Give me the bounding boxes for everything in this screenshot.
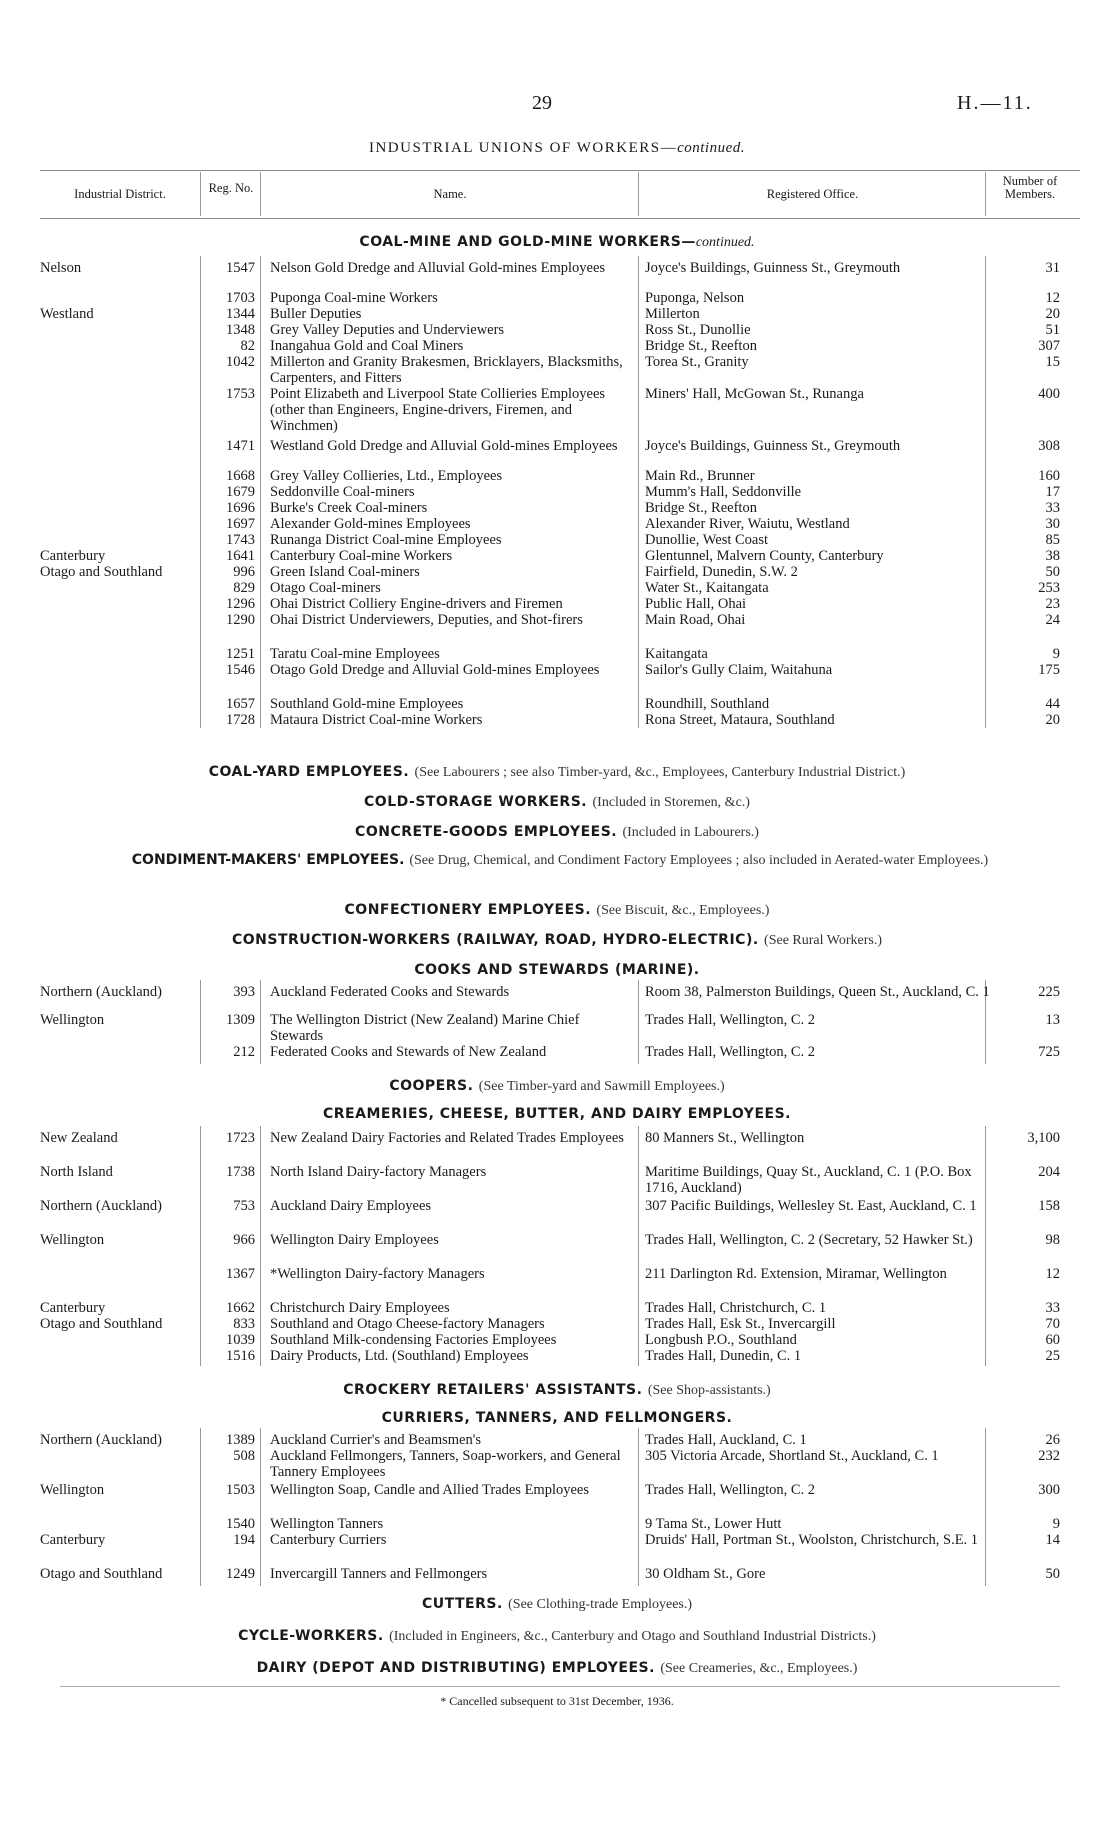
row-reg-no: 829 (233, 580, 255, 596)
col-divider (200, 980, 201, 1064)
row-office: Main Rd., Brunner (645, 468, 755, 484)
row-members: 9 (1052, 646, 1060, 662)
row-reg-no: 1540 (226, 1516, 255, 1532)
row-office: 307 Pacific Buildings, Wellesley St. East, Auckland, C. 1 (645, 1198, 977, 1214)
row-reg-no: 1546 (226, 662, 255, 678)
row-district: Canterbury (40, 548, 106, 564)
row-members: 85 (1045, 532, 1060, 548)
row-office: Bridge St., Reefton (645, 500, 757, 516)
section-cold-storage: COLD-STORAGE WORKERS. (Included in Storemen, &c.) (364, 794, 750, 810)
row-reg-no: 1743 (226, 532, 255, 548)
row-district: Nelson (40, 260, 82, 276)
row-reg-no: 996 (233, 564, 255, 580)
row-reg-no: 1657 (226, 696, 255, 712)
row-office: Trades Hall, Christchurch, C. 1 (645, 1300, 827, 1316)
row-reg-no: 1309 (226, 1012, 255, 1028)
section-coal-mine: COAL-MINE AND GOLD-MINE WORKERS—continued. (359, 234, 755, 250)
row-reg-no: 1389 (226, 1432, 255, 1448)
row-reg-no: 1703 (226, 290, 255, 306)
row-members: 70 (1045, 1316, 1060, 1332)
row-members: 308 (1038, 438, 1060, 454)
row-name: Auckland Currier's and Beamsmen's (270, 1432, 481, 1448)
row-members: 12 (1045, 290, 1060, 306)
row-office: Trades Hall, Wellington, C. 2 (645, 1012, 816, 1028)
row-reg-no: 1296 (226, 596, 255, 612)
section-dairy-depot: DAIRY (DEPOT AND DISTRIBUTING) EMPLOYEES. (See Creameries, &c., Employees.) (256, 1660, 858, 1676)
row-office: Roundhill, Southland (645, 696, 770, 712)
row-name: Auckland Federated Cooks and Stewards (270, 984, 510, 1000)
row-district: Northern (Auckland) (40, 1198, 162, 1214)
row-name: Canterbury Curriers (270, 1532, 387, 1548)
row-name: Wellington Tanners (270, 1516, 384, 1532)
row-reg-no: 1251 (226, 646, 255, 662)
row-members: 160 (1038, 468, 1060, 484)
row-reg-no: 1344 (226, 306, 255, 322)
row-reg-no: 1738 (226, 1164, 255, 1180)
row-office: 211 Darlington Rd. Extension, Miramar, Wellington (645, 1266, 947, 1282)
row-members: 30 (1045, 516, 1060, 532)
row-reg-no: 1662 (226, 1300, 255, 1316)
row-name: Christchurch Dairy Employees (270, 1300, 450, 1316)
row-name: Wellington Soap, Candle and Allied Trades Employees (270, 1482, 590, 1498)
row-members: 158 (1038, 1198, 1060, 1214)
row-members: 9 (1052, 1516, 1060, 1532)
row-office: Bridge St., Reefton (645, 338, 757, 354)
row-office: 80 Manners St., Wellington (645, 1130, 805, 1146)
row-name: Southland Gold-mine Employees (270, 696, 464, 712)
col-header-reg: Reg. No. (208, 181, 254, 195)
row-members: 31 (1045, 260, 1060, 276)
row-members: 23 (1045, 596, 1060, 612)
row-name: The Wellington District (New Zealand) Marine Chief Stewards (270, 1012, 580, 1044)
row-office: Joyce's Buildings, Guinness St., Greymouth (645, 260, 901, 276)
row-reg-no: 753 (233, 1198, 255, 1214)
row-name: New Zealand Dairy Factories and Related Trades Employees (270, 1130, 624, 1146)
row-members: 225 (1038, 984, 1060, 1000)
row-office: Water St., Kaitangata (645, 580, 769, 596)
row-members: 26 (1045, 1432, 1060, 1448)
row-name: Southland and Otago Cheese-factory Managers (270, 1316, 545, 1332)
row-office: Sailor's Gully Claim, Waitahuna (645, 662, 833, 678)
col-divider (260, 172, 261, 216)
row-name: Federated Cooks and Stewards of New Zealand (270, 1044, 547, 1060)
row-office: Longbush P.O., Southland (645, 1332, 797, 1348)
row-members: 400 (1038, 386, 1060, 402)
row-district: Otago and Southland (40, 1316, 163, 1332)
row-office: Glentunnel, Malvern County, Canterbury (645, 548, 884, 564)
row-reg-no: 1039 (226, 1332, 255, 1348)
row-district: Northern (Auckland) (40, 984, 162, 1000)
row-members: 3,100 (1027, 1130, 1060, 1146)
row-name: Mataura District Coal-mine Workers (270, 712, 483, 728)
row-district: North Island (40, 1164, 113, 1180)
row-name: Dairy Products, Ltd. (Southland) Employees (270, 1348, 529, 1364)
row-members: 50 (1045, 1566, 1060, 1582)
row-reg-no: 1697 (226, 516, 255, 532)
row-reg-no: 1471 (226, 438, 255, 454)
row-office: Torea St., Granity (645, 354, 749, 370)
row-name: Inangahua Gold and Coal Miners (270, 338, 464, 354)
row-office: 305 Victoria Arcade, Shortland St., Auckland, C. 1 (645, 1448, 939, 1464)
row-members: 20 (1045, 712, 1060, 728)
row-reg-no: 1679 (226, 484, 255, 500)
row-reg-no: 1696 (226, 500, 255, 516)
row-office: Room 38, Palmerston Buildings, Queen St., Auckland, C. 1 (645, 984, 990, 1000)
col-divider (638, 1428, 639, 1586)
row-office: Trades Hall, Wellington, C. 2 (645, 1044, 816, 1060)
col-divider (200, 172, 201, 216)
row-reg-no: 1367 (226, 1266, 255, 1282)
row-members: 725 (1038, 1044, 1060, 1060)
section-crockery: CROCKERY RETAILERS' ASSISTANTS. (See Shop-assistants.) (343, 1382, 771, 1398)
col-divider (638, 172, 639, 216)
row-reg-no: 1042 (226, 354, 255, 370)
row-reg-no: 1723 (226, 1130, 255, 1146)
row-office: Miners' Hall, McGowan St., Runanga (645, 386, 864, 402)
row-office: Trades Hall, Wellington, C. 2 (Secretary, 52 Hawker St.) (645, 1232, 973, 1248)
row-name: Ohai District Underviewers, Deputies, and Shot-firers (270, 612, 583, 628)
row-district: Wellington (40, 1232, 105, 1248)
report-reference: H.—11. (957, 92, 1033, 114)
row-office: Trades Hall, Wellington, C. 2 (645, 1482, 816, 1498)
row-office: Main Road, Ohai (645, 612, 746, 628)
row-reg-no: 1728 (226, 712, 255, 728)
row-name: Southland Milk-condensing Factories Employees (270, 1332, 557, 1348)
footer-rule (60, 1686, 1060, 1687)
section-coopers: COOPERS. (See Timber-yard and Sawmill Employees.) (389, 1078, 725, 1094)
col-divider (260, 256, 261, 728)
section-concrete-goods: CONCRETE-GOODS EMPLOYEES. (Included in Labourers.) (355, 824, 759, 840)
row-name: Grey Valley Collieries, Ltd., Employees (270, 468, 503, 484)
row-name: Runanga District Coal-mine Employees (270, 532, 502, 548)
row-office: Trades Hall, Auckland, C. 1 (645, 1432, 807, 1448)
row-name: Burke's Creek Coal-miners (270, 500, 428, 516)
col-divider (985, 172, 986, 216)
row-office: Millerton (645, 306, 700, 322)
row-members: 12 (1045, 1266, 1060, 1282)
section-curriers: CURRIERS, TANNERS, AND FELLMONGERS. (381, 1410, 733, 1426)
row-district: Canterbury (40, 1300, 106, 1316)
row-name: Ohai District Colliery Engine-drivers and Firemen (270, 596, 563, 612)
row-district: Wellington (40, 1012, 105, 1028)
section-cycle-workers: CYCLE-WORKERS. (Included in Engineers, &c., Canterbury and Otago and Southland Industrial Districts.) (238, 1628, 876, 1644)
section-construction: CONSTRUCTION-WORKERS (RAILWAY, ROAD, HYDRO-ELECTRIC). (See Rural Workers.) (231, 932, 883, 948)
section-coal-yard: COAL-YARD EMPLOYEES. (See Labourers ; see also Timber-yard, &c., Employees, Canterbury Industrial District.) (208, 764, 906, 780)
row-members: 50 (1045, 564, 1060, 580)
row-office: Mumm's Hall, Seddonville (645, 484, 802, 500)
row-name: Puponga Coal-mine Workers (270, 290, 438, 306)
row-members: 307 (1038, 338, 1060, 354)
row-reg-no: 1348 (226, 322, 255, 338)
row-name: Grey Valley Deputies and Underviewers (270, 322, 505, 338)
row-office: Fairfield, Dunedin, S.W. 2 (645, 564, 798, 580)
row-reg-no: 1668 (226, 468, 255, 484)
row-members: 204 (1038, 1164, 1060, 1180)
row-members: 253 (1038, 580, 1060, 596)
col-divider (200, 1428, 201, 1586)
col-header-district: Industrial District. (74, 187, 166, 201)
row-office: 30 Oldham St., Gore (645, 1566, 766, 1582)
row-reg-no: 1753 (226, 386, 255, 402)
header-top-rule (40, 170, 1080, 171)
row-name: Invercargill Tanners and Fellmongers (270, 1566, 488, 1582)
row-reg-no: 966 (233, 1232, 255, 1248)
row-reg-no: 393 (233, 984, 255, 1000)
row-members: 44 (1045, 696, 1060, 712)
col-divider (260, 980, 261, 1064)
row-members: 175 (1038, 662, 1060, 678)
row-office: Maritime Buildings, Quay St., Auckland, C. 1 (P.O. Box 1716, Auckland) (645, 1164, 972, 1196)
row-members: 38 (1045, 548, 1060, 564)
row-reg-no: 82 (240, 338, 255, 354)
col-divider (260, 1428, 261, 1586)
row-name: Seddonville Coal-miners (270, 484, 415, 500)
page-title: INDUSTRIAL UNIONS OF WORKERS—continued. (368, 140, 745, 156)
row-name: Canterbury Coal-mine Workers (270, 548, 453, 564)
row-district: Northern (Auckland) (40, 1432, 162, 1448)
row-reg-no: 508 (233, 1448, 255, 1464)
col-divider (200, 1126, 201, 1366)
row-members: 20 (1045, 306, 1060, 322)
row-members: 60 (1045, 1332, 1060, 1348)
row-name: Nelson Gold Dredge and Alluvial Gold-mines Employees (270, 260, 606, 276)
row-reg-no: 1503 (226, 1482, 255, 1498)
col-divider (200, 256, 201, 728)
row-name: Taratu Coal-mine Employees (270, 646, 440, 662)
row-name: Buller Deputies (270, 306, 362, 322)
row-members: 17 (1045, 484, 1060, 500)
col-divider (638, 980, 639, 1064)
row-name: Westland Gold Dredge and Alluvial Gold-mines Employees (270, 438, 618, 454)
row-members: 13 (1045, 1012, 1060, 1028)
row-members: 14 (1045, 1532, 1060, 1548)
row-reg-no: 1249 (226, 1566, 255, 1582)
col-divider (638, 1126, 639, 1366)
section-cutters: CUTTERS. (See Clothing-trade Employees.) (421, 1596, 693, 1612)
row-reg-no: 194 (233, 1532, 255, 1548)
row-reg-no: 1290 (226, 612, 255, 628)
row-name: *Wellington Dairy-factory Managers (270, 1266, 485, 1282)
col-header-name: Name. (433, 187, 467, 201)
row-office: Rona Street, Mataura, Southland (645, 712, 835, 728)
footnote: * Cancelled subsequent to 31st December, 1936. (440, 1694, 674, 1708)
row-district: Wellington (40, 1482, 105, 1498)
row-name: Otago Gold Dredge and Alluvial Gold-mines Employees (270, 662, 600, 678)
section-confectionery: CONFECTIONERY EMPLOYEES. (See Biscuit, &c., Employees.) (344, 902, 770, 918)
row-members: 98 (1045, 1232, 1060, 1248)
row-name: Auckland Fellmongers, Tanners, Soap-workers, and General Tannery Employees (270, 1448, 621, 1480)
row-members: 33 (1045, 1300, 1060, 1316)
row-name: North Island Dairy-factory Managers (270, 1164, 487, 1180)
col-divider (260, 1126, 261, 1366)
row-office: Public Hall, Ohai (645, 596, 747, 612)
row-office: Ross St., Dunollie (645, 322, 751, 338)
row-office: 9 Tama St., Lower Hutt (645, 1516, 782, 1532)
header-bottom-rule (40, 218, 1080, 219)
row-district: Otago and Southland (40, 1566, 163, 1582)
row-name: Alexander Gold-mines Employees (270, 516, 471, 532)
row-members: 15 (1045, 354, 1060, 370)
row-members: 25 (1045, 1348, 1060, 1364)
row-reg-no: 212 (233, 1044, 255, 1060)
col-header-members: Number of Members. (1002, 174, 1058, 201)
row-name: Millerton and Granity Brakesmen, Bricklayers, Blacksmiths, Carpenters, and Fitters (270, 354, 623, 386)
row-office: Trades Hall, Esk St., Invercargill (645, 1316, 836, 1332)
row-name: Wellington Dairy Employees (270, 1232, 439, 1248)
row-reg-no: 1641 (226, 548, 255, 564)
row-members: 51 (1045, 322, 1060, 338)
row-office: Alexander River, Waiutu, Westland (645, 516, 850, 532)
row-office: Druids' Hall, Portman St., Woolston, Christchurch, S.E. 1 (645, 1532, 979, 1548)
section-condiment-makers: CONDIMENT-MAKERS' EMPLOYEES. (See Drug, Chemical, and Condiment Factory Employees ; also included in Aerated-water Employees.) (131, 852, 989, 868)
row-district: Canterbury (40, 1532, 106, 1548)
row-office: Puponga, Nelson (645, 290, 745, 306)
row-office: Trades Hall, Dunedin, C. 1 (645, 1348, 802, 1364)
row-reg-no: 1516 (226, 1348, 255, 1364)
row-district: Westland (40, 306, 94, 322)
row-name: Point Elizabeth and Liverpool State Collieries Employees (other than Engineers, Engine-drivers, Firemen, and Winchmen) (270, 386, 606, 434)
row-name: Auckland Dairy Employees (270, 1198, 432, 1214)
row-district: Otago and Southland (40, 564, 163, 580)
section-cooks-stewards: COOKS AND STEWARDS (MARINE). (414, 962, 700, 978)
row-district: New Zealand (40, 1130, 118, 1146)
row-office: Kaitangata (645, 646, 708, 662)
row-office: Joyce's Buildings, Guinness St., Greymouth (645, 438, 901, 454)
col-divider (638, 256, 639, 728)
row-office: Dunollie, West Coast (645, 532, 769, 548)
col-header-office: Registered Office. (766, 187, 859, 201)
row-reg-no: 1547 (226, 260, 255, 276)
row-reg-no: 833 (233, 1316, 255, 1332)
row-members: 232 (1038, 1448, 1060, 1464)
row-members: 33 (1045, 500, 1060, 516)
row-members: 24 (1045, 612, 1060, 628)
row-members: 300 (1038, 1482, 1060, 1498)
section-creameries: CREAMERIES, CHEESE, BUTTER, AND DAIRY EMPLOYEES. (323, 1106, 791, 1122)
row-name: Otago Coal-miners (270, 580, 381, 596)
row-name: Green Island Coal-miners (270, 564, 420, 580)
page-number: 29 (532, 92, 552, 114)
